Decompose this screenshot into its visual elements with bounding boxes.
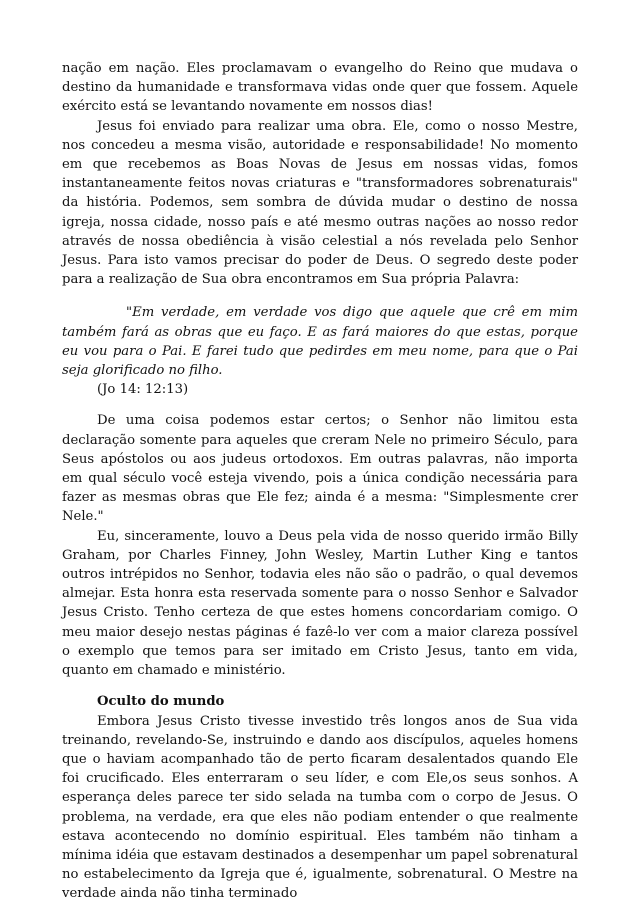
paragraph-1: nação em nação. Eles proclamavam o evangelho do Reino que mudava o destino da humanidade e transformava vidas onde quer que fossem. Aquele exército está se levantando novamente em nossos dias! [62, 61, 578, 115]
section-heading: Oculto do mundo [97, 694, 225, 710]
spacer [62, 680, 578, 692]
paragraph-3: De uma coisa podemos estar certos; o Senhor não limitou esta declaração somente para aqueles que creram Nele no primeiro Século, para Seus apóstolos ou aos judeus ortodoxos. Em outras palavras, não importa em qual século você esteja vivendo, pois a única condição necessária para fazer as mesmas obras que Ele fez; ainda é a mesma: "Simplesmente crer Nele." [62, 413, 578, 525]
scripture-quote: "Em verdade, em verdade vos digo que aquele que crê em mim também fará as obras que eu faço. E as fará maiores do que estas, porque eu vou para o Pai. E farei tudo que pedirdes em meu nome, para que o Pai seja glorificado no filho. [62, 305, 578, 379]
spacer [62, 399, 578, 411]
section-paragraph: Embora Jesus Cristo tivesse investido três longos anos de Sua vida treinando, revelando-Se, instruindo e dando aos discípulos, aqueles homens que o haviam acompanhado tão de perto ficaram desalentados quando Ele foi crucificado. Eles enterraram o seu líder, e com Ele,os seus sonhos. A esperança deles parece ter sido selada na tumba com o corpo de Jesus. O problema, na verdade, era que eles não podiam entender o que realmente estava acontecendo no domínio espiritual. Eles também não tinham a mínima idéia que estavam destinados a desempenhar um papel sobrenatural no estabelecimento da Igreja que é, igualmente, sobrenatural. O Mestre na verdade ainda não tinha terminado [62, 713, 578, 902]
paragraph-2: Jesus foi enviado para realizar uma obra. Ele, como o nosso Mestre, nos concedeu a mesma visão, autoridade e responsabilidade! No momento em que recebemos as Boas Novas de Jesus em nossas vidas, fomos instantaneamente feitos novas criaturas e "transformadores sobrenaturais" da história. Podemos, sem sombra de dúvida mudar o destino de nossa igreja, nossa cidade, nosso país e até mesmo outras nações ao nosso redor através de nossa obediência à visão celestial a nós revelada pelo Senhor Jesus. Para isto vamos precisar do poder de Deus. O segredo deste poder para a realização de Sua obra encontramos em Sua própria Palavra: [62, 118, 578, 288]
scripture-reference: (Jo 14: 12:13) [97, 382, 189, 398]
document-page [62, 59, 578, 904]
paragraph-4: Eu, sinceramente, louvo a Deus pela vida de nosso querido irmão Billy Graham, por Charles Finney, John Wesley, Martin Luther King e tantos outros intrépidos no Senhor, todavia eles não são o padrão, o qual devemos almejar. Esta honra esta reservada somente para o nosso Senhor e Salvador Jesus Cristo. Tenho certeza de que estes homens concordariam comigo. O meu maior desejo nestas páginas é fazê-lo ver com a maior clareza possível o exemplo que temos para ser imitado em Cristo Jesus, tanto em vida, quanto em chamado e ministério. [62, 528, 578, 679]
